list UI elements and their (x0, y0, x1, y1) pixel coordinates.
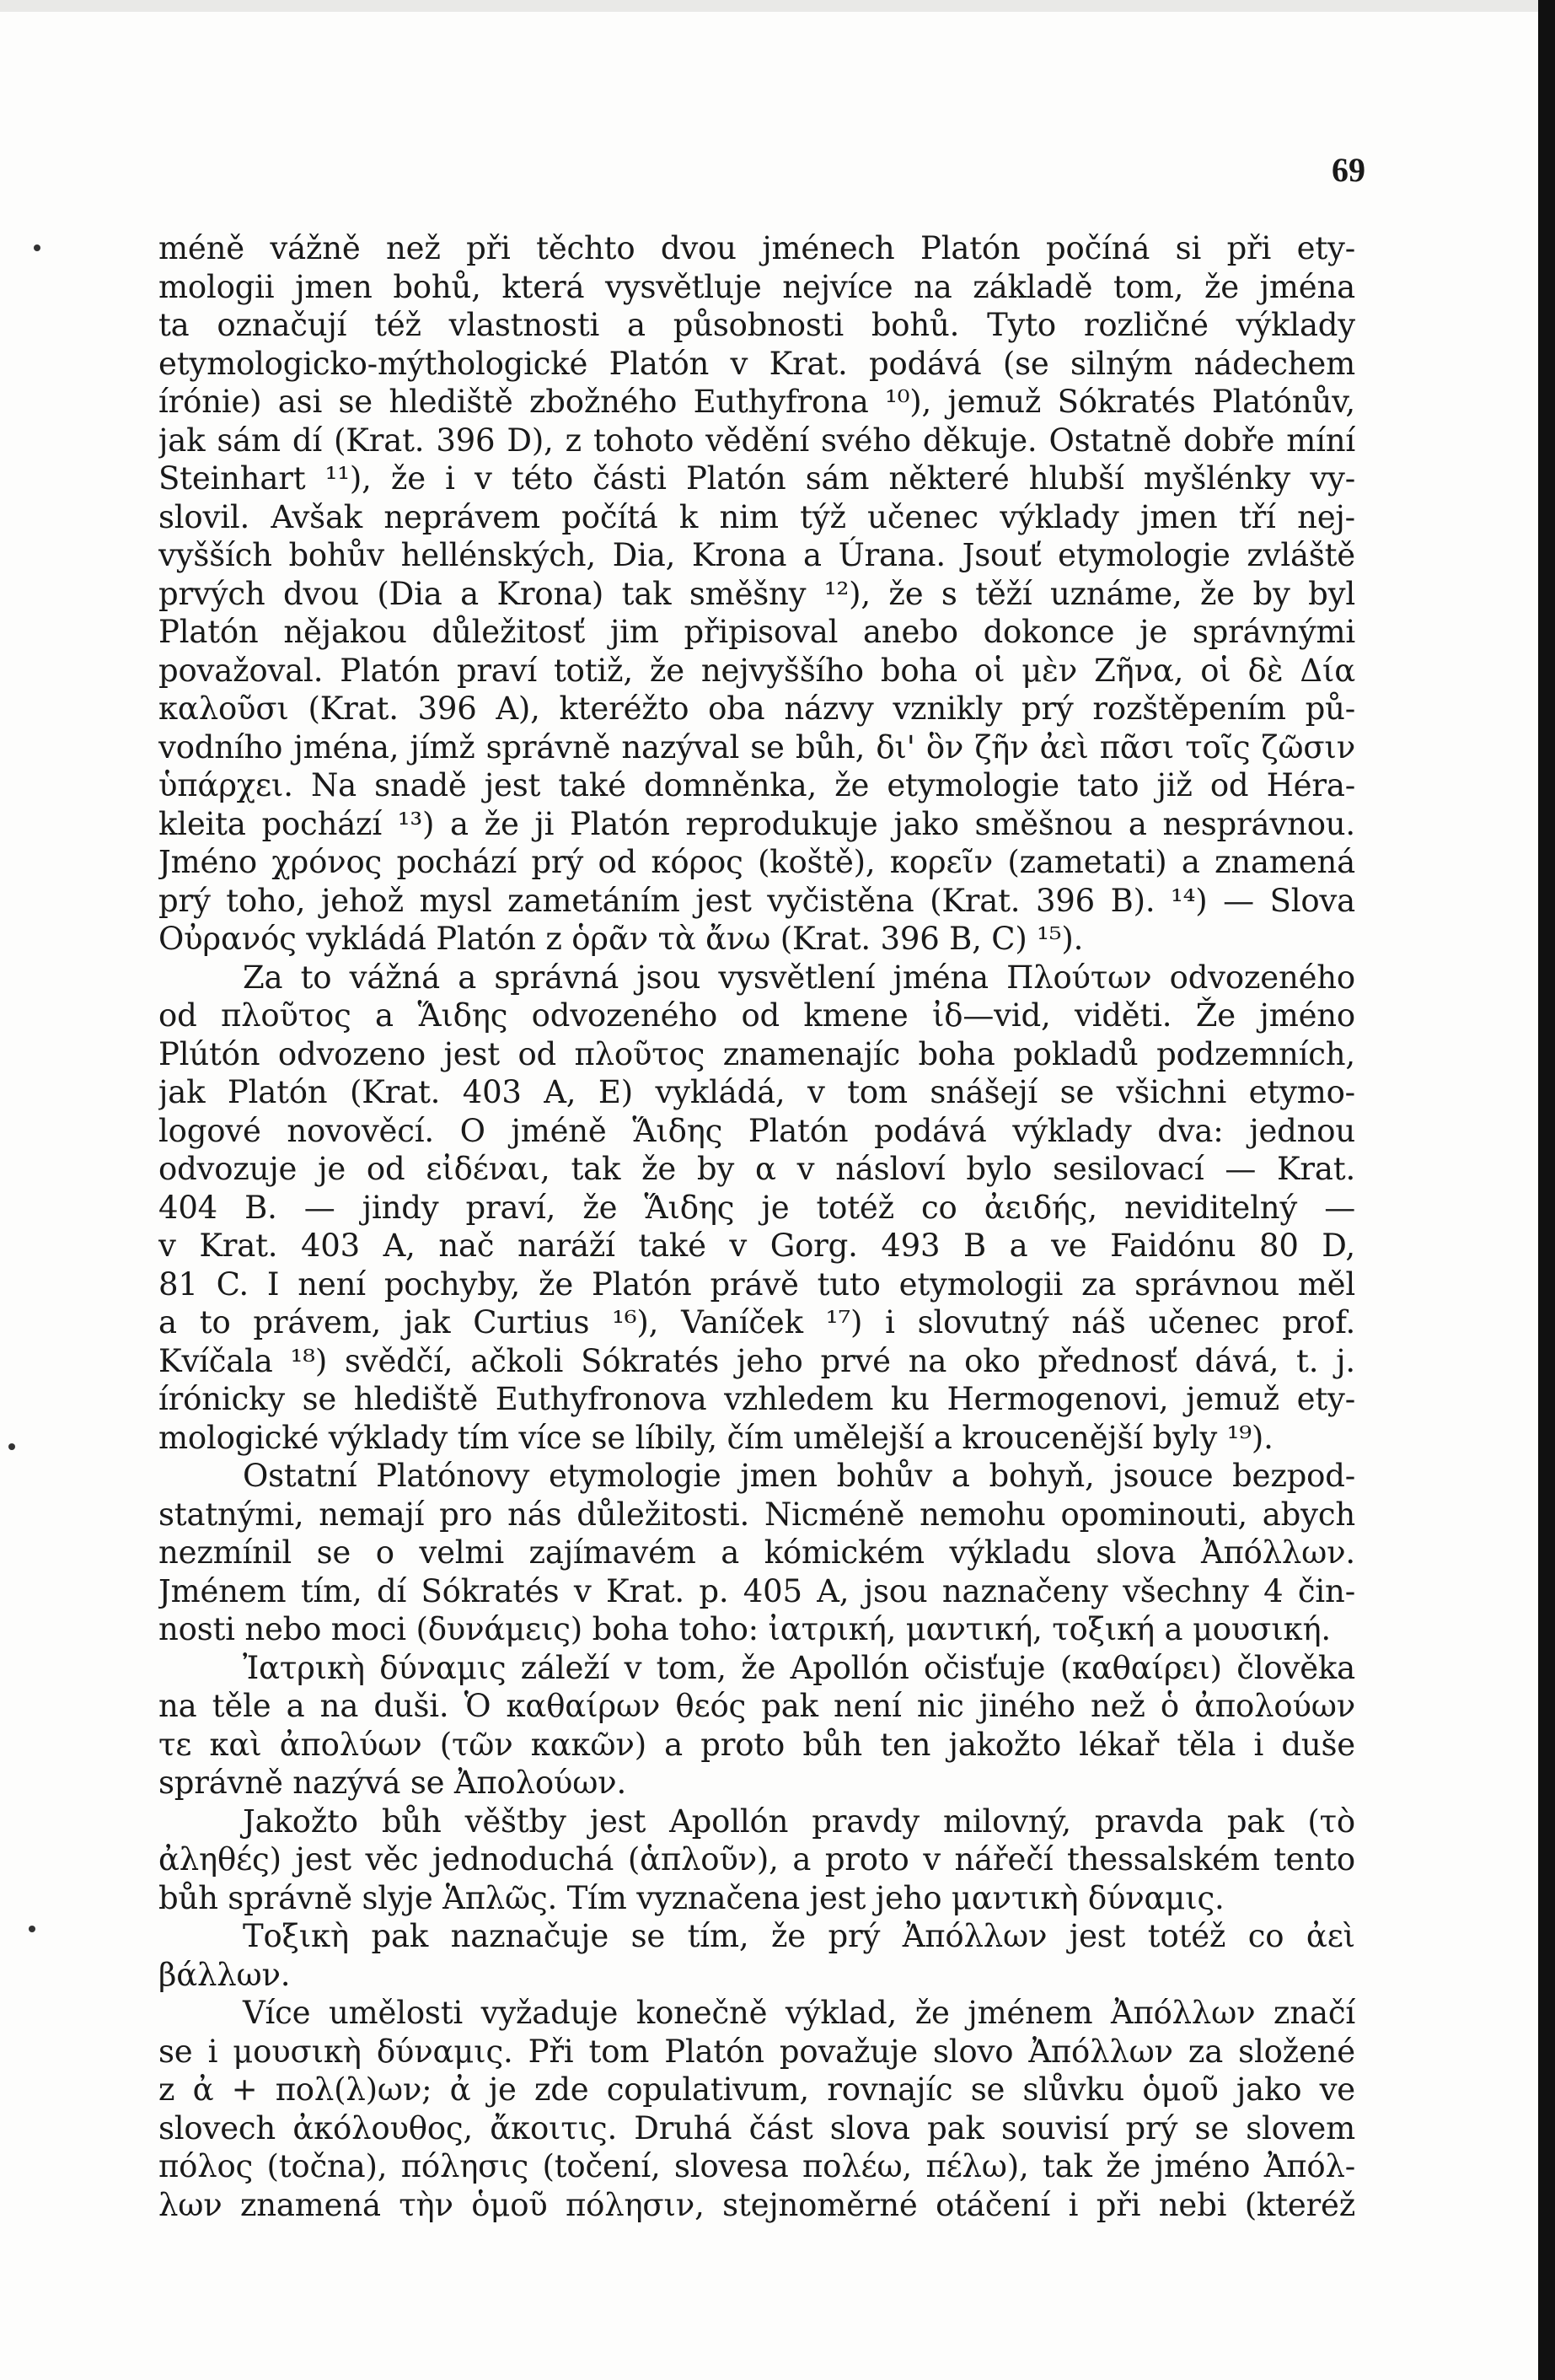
text-line: méně vážně než při těchto dvou jménech Platón počíná si při ety- (158, 230, 1355, 266)
text-line: Οὐρανός vykládá Platón z ὁρᾶν τὰ ἄνω (Krat. 396 B, C) ¹⁵). (158, 921, 1084, 957)
text-line: Jménem tím, dí Sókratés v Krat. p. 405 A, jsou naznačeny všechny 4 čin- (158, 1572, 1355, 1609)
text-line: od πλοῦτος a Ἅιδης odvozeného od kmene ἰδ—vid, viděti. Že jméno (158, 997, 1355, 1034)
text-line: jak Platón (Krat. 403 A, E) vykládá, v tom snášejí se všichni etymo- (158, 1074, 1355, 1110)
text-line: vyšších bohův hellénských, Dia, Krona a Úrana. Jsouť etymologie zvláště (158, 537, 1355, 573)
text-line: írónicky se hlediště Euthyfronova vzhledem ku Hermogenovi, jemuž ety- (158, 1381, 1355, 1417)
text-line: τε καὶ ἀπολύων (τῶν κακῶν) a proto bůh ten jakožto lékař těla i duše (158, 1726, 1355, 1763)
text-line: Jméno χρόνος pochází prý od κόρος (koště), κορεῖν (zametati) a znamená (158, 844, 1355, 880)
text-line: 81 C. I není pochyby, že Platón právě tuto etymologii za správnou měl (158, 1265, 1355, 1303)
text-line: prý toho, jehož mysl zametáním jest vyčistěna (Krat. 396 B). ¹⁴) — Slova (158, 882, 1355, 919)
text-line: Kvíčala ¹⁸) svědčí, ačkoli Sókratés jeho prvé na oko přednosť dává, t. j. (158, 1342, 1355, 1379)
text-line: se i μουσικὴ δύναμις. Při tom Platón považuje slovo Ἀπόλλων za složené (158, 2033, 1355, 2070)
margin-dot (34, 244, 40, 251)
text-line: prvých dvou (Dia a Krona) tak směšny ¹²), že s těží uznáme, že by byl (158, 575, 1355, 612)
text-line: λων znamená τὴν ὁμοῦ πόλησιν, stejnoměrné otáčení i při nebi (kteréž (158, 2186, 1355, 2223)
body-text (158, 229, 1355, 2224)
text-line: Τοξικὴ pak naznačuje se tím, že prý Ἀπόλλων jest totéž co ἀεὶ (243, 1918, 1355, 1954)
text-line: na těle a na duši. Ὁ καθαίρων θεός pak není nic jiného než ὁ ἀπολούων (158, 1688, 1355, 1724)
text-line: Ἰατρικὴ δύναμις záleží v tom, že Apollón očisťuje (καθαίρει) člověka (243, 1649, 1355, 1686)
text-line: καλοῦσι (Krat. 396 A), kteréžto oba názvy vznikly prý rozštěpením pů- (158, 690, 1355, 727)
text-line: πόλος (točna), πόλησις (točení, slovesa πολέω, πέλω), tak že jméno Ἀπόλ- (158, 2148, 1355, 2184)
text-line: jak sám dí (Krat. 396 D), z tohoto vědění svého děkuje. Ostatně dobře míní (158, 422, 1355, 459)
text-line: ta označují též vlastnosti a působnosti bohů. Tyto rozličné výklady (158, 307, 1355, 343)
text-line: Za to vážná a správná jsou vysvětlení jména Πλούτων odvozeného (243, 959, 1355, 996)
text-line: logové novověcí. O jméně Ἅιδης Platón podává výklady dva: jednou (158, 1112, 1355, 1149)
margin-dot (8, 1443, 15, 1450)
text-line: Steinhart ¹¹), že i v této části Platón sám některé hlubší myšlénky vy- (158, 460, 1355, 497)
text-line: Plútón odvozeno jest od πλοῦτος znamenajíc boha pokladů podzemních, (158, 1035, 1355, 1072)
text-line: statnými, nemají pro nás důležitosti. Nicméně nemohu opominouti, abych (158, 1496, 1355, 1533)
text-line: Jakožto bůh věštby jest Apollón pravdy milovný, pravda pak (τὸ (243, 1802, 1355, 1840)
text-line: nosti nebo moci (δυνάμεις) boha toho: ἰατρική, μαντική, τοξική a μουσική. (158, 1611, 1331, 1647)
text-line: slovech ἀκόλουθος, ἄκοιτις. Druhá část slova pak souvisí prý se slovem (158, 2109, 1355, 2146)
text-line: odvozuje je od εἰδέναι, tak že by α v násloví bylo sesilovací — Krat. (158, 1151, 1355, 1187)
text-line: Platón nějakou důležitosť jim připisoval anebo dokonce je správnými (158, 614, 1355, 650)
text-line: mologii jmen bohů, která vysvětluje nejvíce na základě tom, že jména (158, 268, 1355, 305)
text-line: ἀληθές) jest věc jednoduchá (ἁπλοῦν), a proto v nářečí thessalském tento (158, 1841, 1355, 1878)
text-line: Ostatní Platónovy etymologie jmen bohův a bohyň, jsouce bezpod- (243, 1458, 1355, 1494)
page-right-edge (1538, 0, 1555, 2380)
page-number: 69 (1332, 151, 1365, 189)
text-line: nezmínil se o velmi zajímavém a kómickém výkladu slova Ἀπόλλων. (158, 1534, 1355, 1571)
text-line: slovil. Avšak neprávem počítá k nim týž učenec výklady jmen tří nej- (158, 498, 1355, 535)
page-top-edge (0, 0, 1555, 12)
text-line: správně nazývá se Ἀπολούων. (158, 1765, 627, 1801)
text-line: etymologicko-mýthologické Platón v Krat. podává (se silným nádechem (158, 345, 1355, 382)
text-line: vodního jména, jímž správně nazýval se bůh, δι' ὃν ζῆν ἀεὶ πᾶσι τοῖς ζῶσιν (158, 728, 1355, 766)
text-line: mologické výklady tím více se líbily, čím umělejší a kroucenější byly ¹⁹). (158, 1419, 1273, 1456)
text-line: z ἀ + πολ(λ)ων; ἀ je zde copulativum, rovnajíc se slůvku ὁμοῦ jako ve (158, 2071, 1355, 2108)
text-line: írónie) asi se hlediště zbožného Euthyfrona ¹⁰), jemuž Sókratés Platónův, (158, 384, 1355, 420)
text-line: βάλλων. (158, 1956, 291, 1993)
text-line: ὑπάρχει. Na snadě jest také domněnka, že etymologie tato již od Héra- (158, 767, 1355, 803)
text-line: bůh správně slyje Ἁπλῶς. Tím vyznačena jest jeho μαντικὴ δύναμις. (158, 1879, 1225, 1916)
text-line: a to právem, jak Curtius ¹⁶), Vaníček ¹⁷) i slovutný náš učenec prof. (158, 1304, 1355, 1340)
text-line: kleita pochází ¹³) a že ji Platón reprodukuje jako směšnou a nesprávnou. (158, 805, 1355, 842)
text-line: považoval. Platón praví totiž, že nejvyššího boha οἱ μὲν Ζῆνα, οἱ δὲ Δία (158, 652, 1355, 689)
text-line: 404 B. — jindy praví, že Ἅιδης je totéž co ἀειδής, neviditelný — (158, 1189, 1355, 1226)
margin-dot (29, 1926, 35, 1932)
text-line: v Krat. 403 A, nač naráží také v Gorg. 493 B a ve Faidónu 80 D, (158, 1228, 1355, 1264)
text-line: Více umělosti vyžaduje konečně výklad, že jménem Ἀπόλλων značí (243, 1995, 1355, 2031)
